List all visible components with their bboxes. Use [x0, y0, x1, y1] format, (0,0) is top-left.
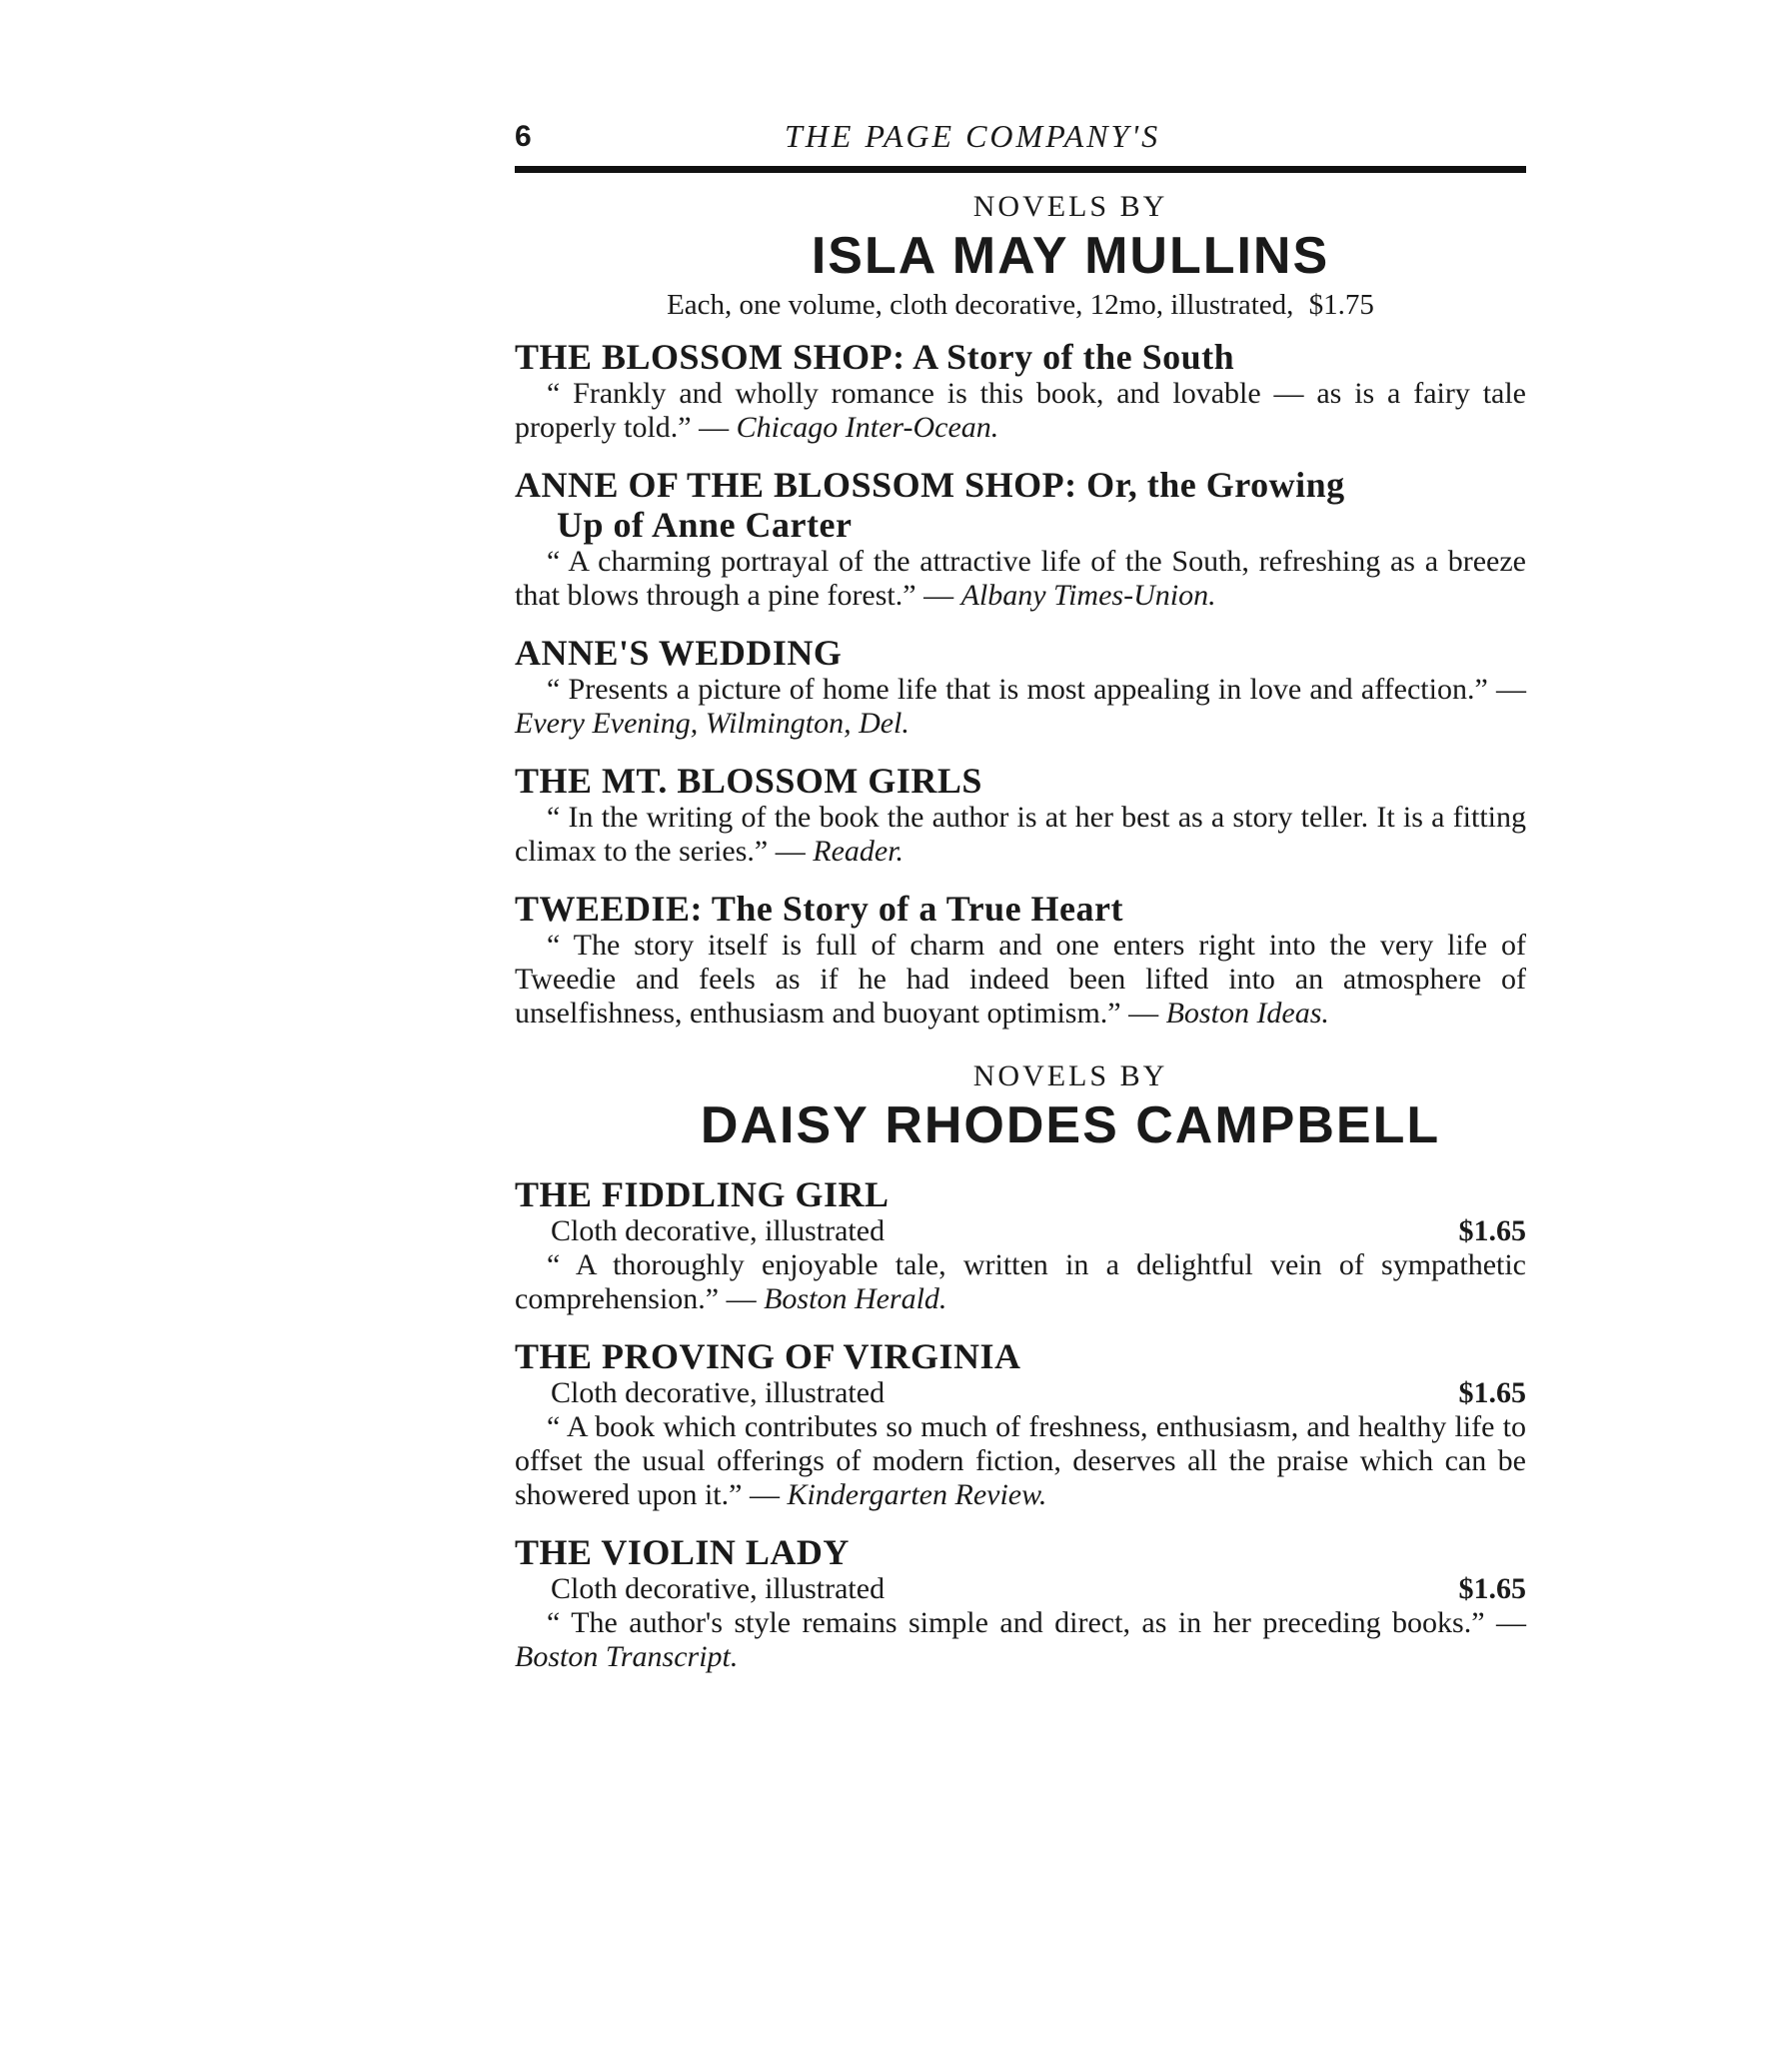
- binding-text: Cloth decorative, illustrated: [551, 1214, 886, 1247]
- author-section-mullins: [515, 189, 1526, 1030]
- book-title-continuation: Up of Anne Carter: [557, 505, 853, 545]
- book-title: [515, 1174, 1526, 1214]
- book-price: $1.65: [1458, 1376, 1526, 1409]
- format-text: Each, one volume, cloth decorative, 12mo, illustrated,: [667, 289, 1294, 321]
- review-source: Boston Ideas.: [1165, 997, 1329, 1029]
- running-title: THE PAGE COMPANY'S: [785, 118, 1161, 154]
- book-entry: [515, 889, 1526, 1030]
- review-text: “ Presents a picture of home life that is most appealing in love and affection.” —: [547, 673, 1526, 706]
- book-title-text: ANNE OF THE BLOSSOM SHOP: Or, the Growing: [515, 465, 1345, 505]
- review-source: Kindergarten Review.: [787, 1478, 1047, 1511]
- binding-line: [515, 1214, 1526, 1248]
- book-review: [515, 1248, 1526, 1316]
- author-name: DAISY RHODES CAMPBELL: [700, 1096, 1441, 1154]
- book-title: [515, 465, 1526, 545]
- section-intro: NOVELS BY: [972, 190, 1168, 223]
- catalog-page: [515, 110, 1526, 1694]
- author-name: ISLA MAY MULLINS: [811, 227, 1330, 285]
- review-source: Every Evening, Wilmington, Del.: [515, 707, 909, 740]
- page-number: 6: [515, 120, 532, 153]
- author-section-campbell: [515, 1058, 1526, 1674]
- review-text: “ In the writing of the book the author is at her best as a story teller. It is a fitting climax to the series.” —: [515, 801, 1526, 868]
- book-price: $1.65: [1458, 1214, 1526, 1247]
- running-head: [515, 110, 1526, 162]
- review-source: Boston Herald.: [764, 1282, 947, 1315]
- format-price: $1.75: [1308, 289, 1374, 321]
- book-entry: [515, 1336, 1526, 1512]
- book-title-text: THE BLOSSOM SHOP: A Story of the South: [515, 337, 1235, 377]
- review-text: “ The story itself is full of charm and one enters right into the very life of Tweedie and feels as if he had indeed been lifted into an atmosphere of unselfishness, enthusiasm and buoyant optimism.” —: [515, 929, 1526, 1029]
- binding-text: Cloth decorative, illustrated: [551, 1572, 886, 1605]
- review-text: “ Frankly and wholly romance is this book, and lovable — as is a fairy tale properly told.” —: [515, 377, 1526, 444]
- book-review: [515, 545, 1526, 613]
- book-title: [515, 1336, 1526, 1376]
- book-review: [515, 929, 1526, 1030]
- book-title: [515, 761, 1526, 801]
- binding-line: [515, 1376, 1526, 1410]
- book-entry: [515, 337, 1526, 445]
- book-entry: [515, 1174, 1526, 1316]
- book-title: [515, 1532, 1526, 1572]
- book-review: [515, 673, 1526, 741]
- book-title-text: ANNE'S WEDDING: [515, 633, 843, 673]
- book-title-text: THE FIDDLING GIRL: [515, 1174, 890, 1214]
- book-title-text: THE VIOLIN LADY: [515, 1532, 850, 1572]
- book-title: [515, 633, 1526, 673]
- book-entry: [515, 465, 1526, 613]
- book-review: [515, 377, 1526, 445]
- review-text: “ A book which contributes so much of freshness, enthusiasm, and healthy life to offset the usual offerings of modern fiction, deserves all the praise which can be showered upon it.” —: [515, 1410, 1526, 1511]
- section-intro: NOVELS BY: [972, 1059, 1168, 1092]
- review-text: “ The author's style remains simple and direct, as in her preceding books.” —: [547, 1606, 1526, 1639]
- header-rule: [515, 166, 1526, 173]
- book-review: [515, 1606, 1526, 1674]
- book-title-text: THE PROVING OF VIRGINIA: [515, 1336, 1021, 1376]
- book-title: [515, 337, 1526, 377]
- book-review: [515, 1410, 1526, 1512]
- review-text: “ A thoroughly enjoyable tale, written in a delightful vein of sympathetic comprehension.” —: [515, 1248, 1526, 1315]
- book-review: [515, 801, 1526, 869]
- format-line: [515, 287, 1526, 323]
- book-entry: [515, 1532, 1526, 1674]
- review-source: Reader.: [813, 835, 904, 868]
- book-price: $1.65: [1458, 1572, 1526, 1605]
- book-title: [515, 889, 1526, 929]
- book-title-text: THE MT. BLOSSOM GIRLS: [515, 761, 982, 801]
- review-source: Chicago Inter-Ocean.: [736, 411, 999, 444]
- review-text: “ A charming portrayal of the attractive life of the South, refreshing as a breeze that blows through a pine forest.” —: [515, 545, 1526, 612]
- book-entry: [515, 761, 1526, 869]
- review-source: Boston Transcript.: [515, 1640, 739, 1673]
- review-source: Albany Times-Union.: [960, 579, 1216, 612]
- binding-text: Cloth decorative, illustrated: [551, 1376, 886, 1409]
- book-title-text: TWEEDIE: The Story of a True Heart: [515, 889, 1123, 929]
- binding-line: [515, 1572, 1526, 1606]
- book-entry: [515, 633, 1526, 741]
